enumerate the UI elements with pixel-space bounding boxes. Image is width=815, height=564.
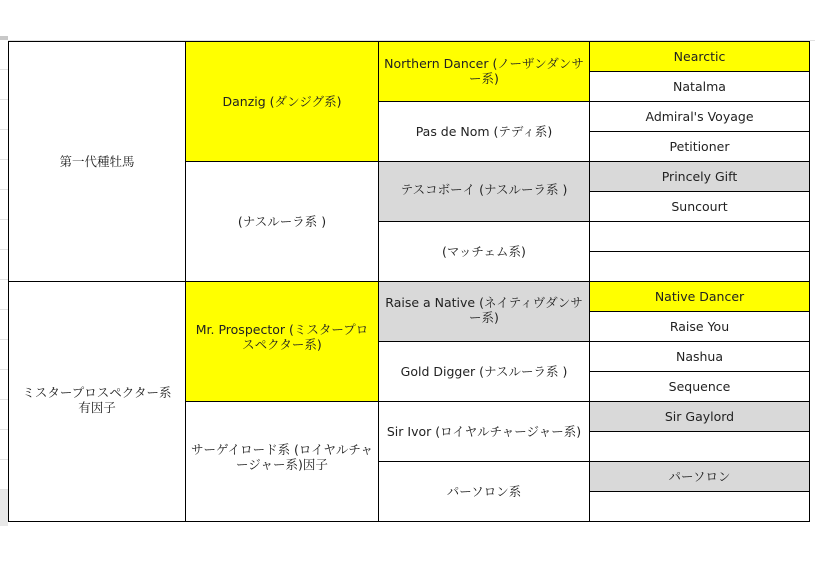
pedigree-cell-gen3-2[interactable]: Pas de Nom (テディ系) <box>379 101 590 161</box>
pedigree-cell-gen4-4[interactable]: Petitioner <box>590 131 810 161</box>
pedigree-cell-dam-sire[interactable]: Mr. Prospector (ミスタープロスペクター系) <box>186 281 379 401</box>
pedigree-cell-gen4-6[interactable]: Suncourt <box>590 191 810 221</box>
pedigree-cell-gen4-13[interactable]: Sir Gaylord <box>590 401 810 431</box>
pedigree-cell-gen3-5[interactable]: Raise a Native (ネイティヴダンサー系) <box>379 281 590 341</box>
row-header-gutter-bottom <box>0 490 8 526</box>
pedigree-cell-gen4-2[interactable]: Natalma <box>590 71 810 101</box>
row-header-gutter <box>0 40 8 525</box>
pedigree-cell-dam[interactable]: ミスタープロスペクター系 有因子 <box>9 281 186 521</box>
pedigree-cell-gen4-8[interactable] <box>590 251 810 281</box>
pedigree-cell-gen4-9[interactable]: Native Dancer <box>590 281 810 311</box>
pedigree-cell-dam-dam[interactable]: サーゲイロード系 (ロイヤルチャージャー系)因子 <box>186 401 379 521</box>
pedigree-cell-gen4-14[interactable] <box>590 431 810 461</box>
pedigree-cell-sire-sire[interactable]: Danzig (ダンジグ系) <box>186 41 379 161</box>
pedigree-cell-gen4-3[interactable]: Admiral's Voyage <box>590 101 810 131</box>
pedigree-cell-gen4-16[interactable] <box>590 491 810 521</box>
pedigree-cell-gen3-7[interactable]: Sir Ivor (ロイヤルチャージャー系) <box>379 401 590 461</box>
pedigree-cell-gen4-11[interactable]: Nashua <box>590 341 810 371</box>
pedigree-cell-sire-dam[interactable]: (ナスルーラ系 ) <box>186 161 379 281</box>
pedigree-cell-sire[interactable]: 第一代種牡馬 <box>9 41 186 281</box>
pedigree-cell-gen4-1[interactable]: Nearctic <box>590 41 810 71</box>
pedigree-cell-gen3-8[interactable]: パーソロン系 <box>379 461 590 521</box>
pedigree-table <box>8 41 810 522</box>
pedigree-cell-gen3-6[interactable]: Gold Digger (ナスルーラ系 ) <box>379 341 590 401</box>
pedigree-cell-gen3-1[interactable]: Northern Dancer (ノーザンダンサー系) <box>379 41 590 101</box>
pedigree-cell-gen3-4[interactable]: (マッチェム系) <box>379 221 590 281</box>
pedigree-cell-gen4-12[interactable]: Sequence <box>590 371 810 401</box>
pedigree-cell-gen3-3[interactable]: テスコボーイ (ナスルーラ系 ) <box>379 161 590 221</box>
pedigree-cell-gen4-5[interactable]: Princely Gift <box>590 161 810 191</box>
pedigree-cell-gen4-15[interactable]: パーソロン <box>590 461 810 491</box>
pedigree-cell-gen4-10[interactable]: Raise You <box>590 311 810 341</box>
pedigree-cell-gen4-7[interactable] <box>590 221 810 251</box>
